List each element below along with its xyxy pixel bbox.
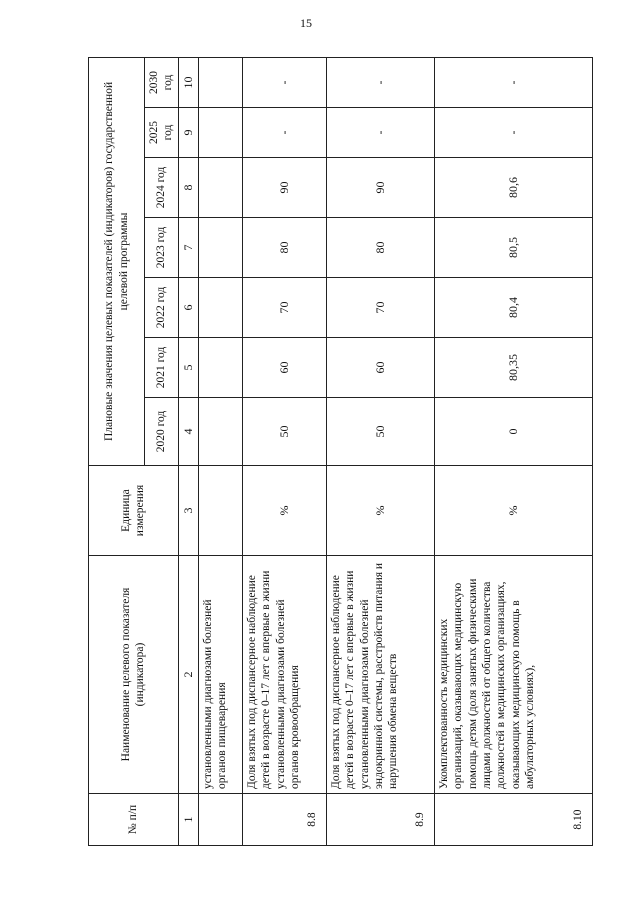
value-cell: -	[242, 108, 326, 158]
unit-cell: %	[326, 466, 434, 556]
header-row-main	[89, 57, 145, 845]
value-cell	[198, 218, 242, 278]
value-cell	[198, 158, 242, 218]
header-name: Наименование целевого показателя (индикатора)	[89, 556, 179, 794]
value-cell: 60	[242, 338, 326, 398]
column-number: 4	[178, 398, 198, 466]
row-number: 8.9	[326, 794, 434, 846]
value-cell: 80,35	[434, 338, 592, 398]
column-number: 5	[178, 338, 198, 398]
column-number: 8	[178, 158, 198, 218]
value-cell: 50	[326, 398, 434, 466]
rotated-table-wrapper	[88, 58, 585, 846]
column-number: 1	[178, 794, 198, 846]
unit-cell: %	[242, 466, 326, 556]
value-cell: 50	[242, 398, 326, 466]
value-cell: -	[326, 108, 434, 158]
header-unit: Единица измерения	[89, 466, 179, 556]
row-number: 8.8	[242, 794, 326, 846]
header-planned-values: Плановые значения целевых показателей (индикаторов) государственной целевой программы	[89, 57, 145, 465]
header-year: 2021 год	[145, 338, 179, 398]
indicators-table	[88, 57, 593, 846]
indicator-name: установленными диагнозами болезней органов пищеварения	[198, 556, 242, 794]
header-year: 2025 год	[145, 108, 179, 158]
header-year: 2030 год	[145, 57, 179, 107]
value-cell: 80	[326, 218, 434, 278]
value-cell: 0	[434, 398, 592, 466]
value-cell: 80,5	[434, 218, 592, 278]
value-cell: 70	[326, 278, 434, 338]
column-number: 3	[178, 466, 198, 556]
column-number: 2	[178, 556, 198, 794]
header-year: 2022 год	[145, 278, 179, 338]
value-cell: 60	[326, 338, 434, 398]
table-row	[198, 57, 242, 845]
indicator-name: Доля взятых под диспансерное наблюдение детей в возрасте 0–17 лет с впервые в жизни установленными диагнозами болезней эндокринной системы, расстройств питания и нарушения обмена веществ	[326, 556, 434, 794]
value-cell: -	[434, 57, 592, 107]
column-number: 6	[178, 278, 198, 338]
column-numbers-row	[178, 57, 198, 845]
value-cell: 90	[326, 158, 434, 218]
column-number: 10	[178, 57, 198, 107]
row-number	[198, 794, 242, 846]
value-cell: 80,6	[434, 158, 592, 218]
page-number: 15	[300, 16, 312, 30]
header-year: 2024 год	[145, 158, 179, 218]
value-cell	[198, 338, 242, 398]
value-cell: -	[242, 57, 326, 107]
value-cell	[198, 278, 242, 338]
column-number: 7	[178, 218, 198, 278]
row-number: 8.10	[434, 794, 592, 846]
header-num: № п/п	[89, 794, 179, 846]
value-cell: 80	[242, 218, 326, 278]
value-cell: 90	[242, 158, 326, 218]
table-row	[242, 57, 326, 845]
header-year: 2023 год	[145, 218, 179, 278]
indicator-name: Укомплектованность медицинских организаций, оказывающих медицинскую помощь детям (доля занятых физическими лицами должностей от общего количества должностей в медицинских организациях, оказывающих медицинскую помощь в амбулаторных условиях),	[434, 556, 592, 794]
value-cell: -	[326, 57, 434, 107]
value-cell: 80,4	[434, 278, 592, 338]
value-cell: -	[434, 108, 592, 158]
column-number: 9	[178, 108, 198, 158]
value-cell	[198, 57, 242, 107]
header-year: 2020 год	[145, 398, 179, 466]
value-cell	[198, 398, 242, 466]
indicator-name: Доля взятых под диспансерное наблюдение детей в возрасте 0–17 лет с впервые в жизни установленными диагнозами болезней органов кровообращения	[242, 556, 326, 794]
table-row	[434, 57, 592, 845]
unit-cell: %	[434, 466, 592, 556]
unit-cell	[198, 466, 242, 556]
value-cell	[198, 108, 242, 158]
table-row	[326, 57, 434, 845]
value-cell: 70	[242, 278, 326, 338]
